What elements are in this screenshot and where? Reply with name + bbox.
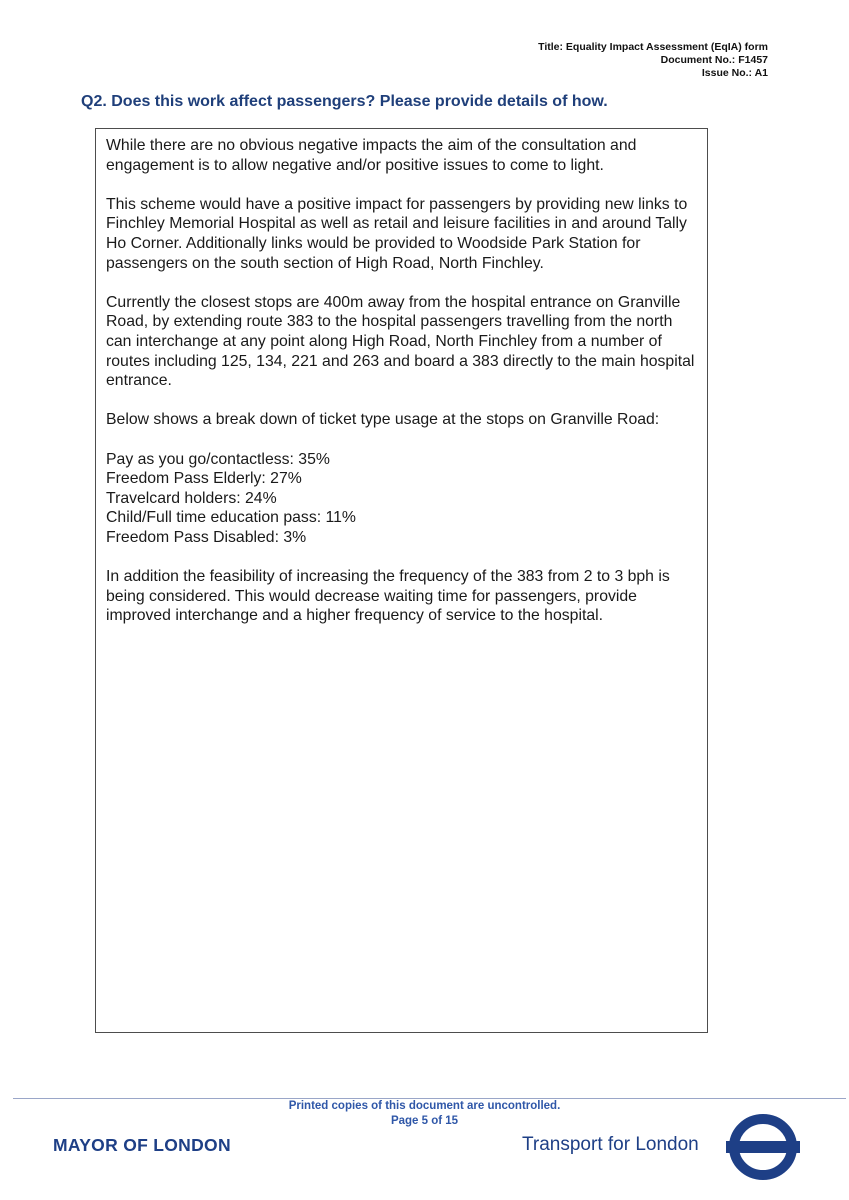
uncontrolled-copy-note: Printed copies of this document are uncontrolled. xyxy=(288,1100,561,1112)
ticket-usage-list xyxy=(106,450,697,548)
answer-paragraph: Currently the closest stops are 400m away from the hospital entrance on Granville Road, by extending route 383 to the hospital passengers travelling from the north can interchange at any point along High Road, North Finchley from a number of routes including 125, 134, 221 and 263 and board a 383 directly to the main hospital entrance. xyxy=(106,293,695,390)
page-number: Page 5 of 15 xyxy=(390,1114,459,1127)
answer-closing-paragraph: In addition the feasibility of increasing the frequency of the 383 from 2 to 3 bph is being considered. This would decrease waiting time for passengers, provide improved interchange and a higher frequency of service to the hospital. xyxy=(106,568,670,625)
answer-paragraph: This scheme would have a positive impact for passengers by providing new links to Finchley Memorial Hospital as well as retail and leisure facilities in and around Tally Ho Corner. Additionally links would be provided to Woodside Park Station for passengers on the south section of High Road, North Finchley. xyxy=(106,195,688,272)
answer-box xyxy=(95,128,708,1033)
document-header xyxy=(538,41,768,80)
list-item: Freedom Pass Disabled: 3% xyxy=(106,528,307,546)
issue-number: Issue No.: A1 xyxy=(701,67,768,79)
list-item: Child/Full time education pass: 11% xyxy=(106,509,356,527)
transport-for-london-logo: Transport for London xyxy=(522,1134,699,1155)
question-heading: Q2. Does this work affect passengers? Please provide details of how. xyxy=(81,93,608,110)
mayor-of-london-logo: MAYOR OF LONDON xyxy=(53,1135,231,1155)
list-item: Travelcard holders: 24% xyxy=(106,489,277,507)
answer-paragraph: While there are no obvious negative impacts the aim of the consultation and engagement is to allow negative and/or positive issues to come to light. xyxy=(106,137,637,174)
tfl-roundel-icon xyxy=(725,1114,801,1180)
list-item: Pay as you go/contactless: 35% xyxy=(106,450,330,468)
document-title: Title: Equality Impact Assessment (EqIA) form xyxy=(538,41,768,53)
answer-paragraph: Below shows a break down of ticket type usage at the stops on Granville Road: xyxy=(106,411,660,429)
footer-note xyxy=(0,1099,849,1128)
document-number: Document No.: F1457 xyxy=(660,54,768,66)
list-item: Freedom Pass Elderly: 27% xyxy=(106,470,302,488)
